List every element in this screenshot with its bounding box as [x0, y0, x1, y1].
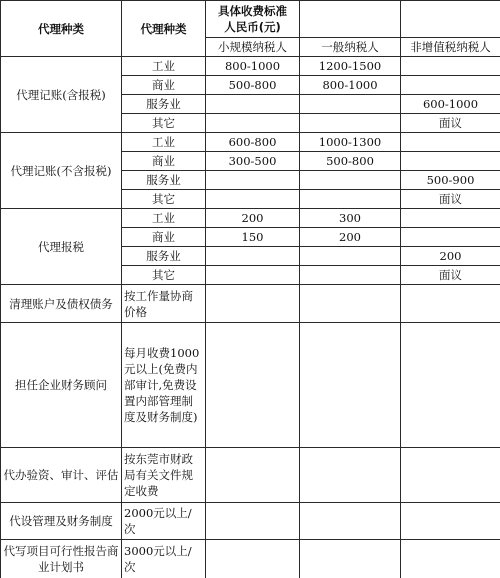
business-type: 商业	[122, 76, 206, 95]
business-type: 工业	[122, 133, 206, 152]
non-vat-fee: 200	[401, 247, 500, 266]
service-row	[1, 503, 500, 540]
general-taxpayer-fee	[300, 247, 401, 266]
empty-cell	[206, 285, 300, 323]
business-type: 服务业	[122, 171, 206, 190]
non-vat-fee: 面议	[401, 266, 500, 285]
small-taxpayer-fee: 150	[206, 228, 300, 247]
non-vat-fee: 面议	[401, 190, 500, 209]
small-taxpayer-fee	[206, 266, 300, 285]
service-row	[1, 448, 500, 503]
empty-cell	[401, 448, 500, 503]
empty-cell	[300, 540, 401, 578]
empty-cell	[206, 323, 300, 448]
table-row	[1, 133, 500, 152]
business-type: 服务业	[122, 247, 206, 266]
service-fee: 3000元以上/次	[122, 540, 206, 578]
general-taxpayer-fee: 800-1000	[300, 76, 401, 95]
non-vat-fee	[401, 76, 500, 95]
service-fee: 按东莞市财政局有关文件规定收费	[122, 448, 206, 503]
non-vat-fee	[401, 152, 500, 171]
general-taxpayer-fee: 1200-1500	[300, 57, 401, 76]
header-small-taxpayer: 小规模纳税人	[206, 38, 300, 57]
general-taxpayer-fee	[300, 171, 401, 190]
service-fee: 按工作量协商价格	[122, 285, 206, 323]
general-taxpayer-fee	[300, 114, 401, 133]
service-name: 代办验资、审计、评估	[1, 448, 122, 503]
header-empty-cell	[401, 1, 500, 38]
header-non-vat-taxpayer: 非增值税纳税人	[401, 38, 500, 57]
group-name: 代理记账(含报税)	[1, 57, 122, 133]
header-general-taxpayer: 一般纳税人	[300, 38, 401, 57]
non-vat-fee: 600-1000	[401, 95, 500, 114]
general-taxpayer-fee: 300	[300, 209, 401, 228]
non-vat-fee: 500-900	[401, 171, 500, 190]
general-taxpayer-fee: 1000-1300	[300, 133, 401, 152]
business-type: 其它	[122, 114, 206, 133]
small-taxpayer-fee: 600-800	[206, 133, 300, 152]
service-name: 担任企业财务顾问	[1, 323, 122, 448]
empty-cell	[206, 448, 300, 503]
general-taxpayer-fee: 200	[300, 228, 401, 247]
header-fee-standard-line2: 人民币(元)	[224, 20, 281, 34]
group-name: 代理报税	[1, 209, 122, 285]
table-row	[1, 209, 500, 228]
header-empty-cell	[300, 1, 401, 38]
table-row	[1, 57, 500, 76]
header-row	[1, 1, 500, 38]
business-type: 其它	[122, 190, 206, 209]
service-fee: 每月收费1000元以上(免费内部审计,免费设置内部管理制度及财务制度)	[122, 323, 206, 448]
service-fee: 2000元以上/次	[122, 503, 206, 540]
small-taxpayer-fee: 200	[206, 209, 300, 228]
non-vat-fee	[401, 228, 500, 247]
small-taxpayer-fee	[206, 171, 300, 190]
small-taxpayer-fee	[206, 190, 300, 209]
service-name: 清理账户及债权债务	[1, 285, 122, 323]
empty-cell	[401, 285, 500, 323]
empty-cell	[206, 540, 300, 578]
small-taxpayer-fee: 800-1000	[206, 57, 300, 76]
non-vat-fee	[401, 57, 500, 76]
small-taxpayer-fee	[206, 247, 300, 266]
service-row	[1, 323, 500, 448]
small-taxpayer-fee: 300-500	[206, 152, 300, 171]
header-category: 代理种类	[1, 1, 122, 57]
empty-cell	[300, 503, 401, 540]
empty-cell	[300, 323, 401, 448]
non-vat-fee	[401, 133, 500, 152]
business-type: 商业	[122, 228, 206, 247]
non-vat-fee	[401, 209, 500, 228]
business-type: 其它	[122, 266, 206, 285]
business-type: 服务业	[122, 95, 206, 114]
service-name: 代设管理及财务制度	[1, 503, 122, 540]
empty-cell	[206, 503, 300, 540]
service-row	[1, 285, 500, 323]
small-taxpayer-fee	[206, 95, 300, 114]
empty-cell	[401, 323, 500, 448]
service-name: 代写项目可行性报告商业计划书	[1, 540, 122, 578]
header-subcategory: 代理种类	[122, 1, 206, 57]
empty-cell	[401, 540, 500, 578]
empty-cell	[401, 503, 500, 540]
business-type: 工业	[122, 57, 206, 76]
small-taxpayer-fee: 500-800	[206, 76, 300, 95]
general-taxpayer-fee	[300, 266, 401, 285]
header-fee-standard	[206, 1, 300, 38]
small-taxpayer-fee	[206, 114, 300, 133]
service-row	[1, 540, 500, 578]
general-taxpayer-fee: 500-800	[300, 152, 401, 171]
business-type: 商业	[122, 152, 206, 171]
header-fee-standard-line1: 具体收费标准	[218, 4, 287, 18]
group-name: 代理记账(不含报税)	[1, 133, 122, 209]
general-taxpayer-fee	[300, 95, 401, 114]
empty-cell	[300, 448, 401, 503]
business-type: 工业	[122, 209, 206, 228]
empty-cell	[300, 285, 401, 323]
general-taxpayer-fee	[300, 190, 401, 209]
non-vat-fee: 面议	[401, 114, 500, 133]
